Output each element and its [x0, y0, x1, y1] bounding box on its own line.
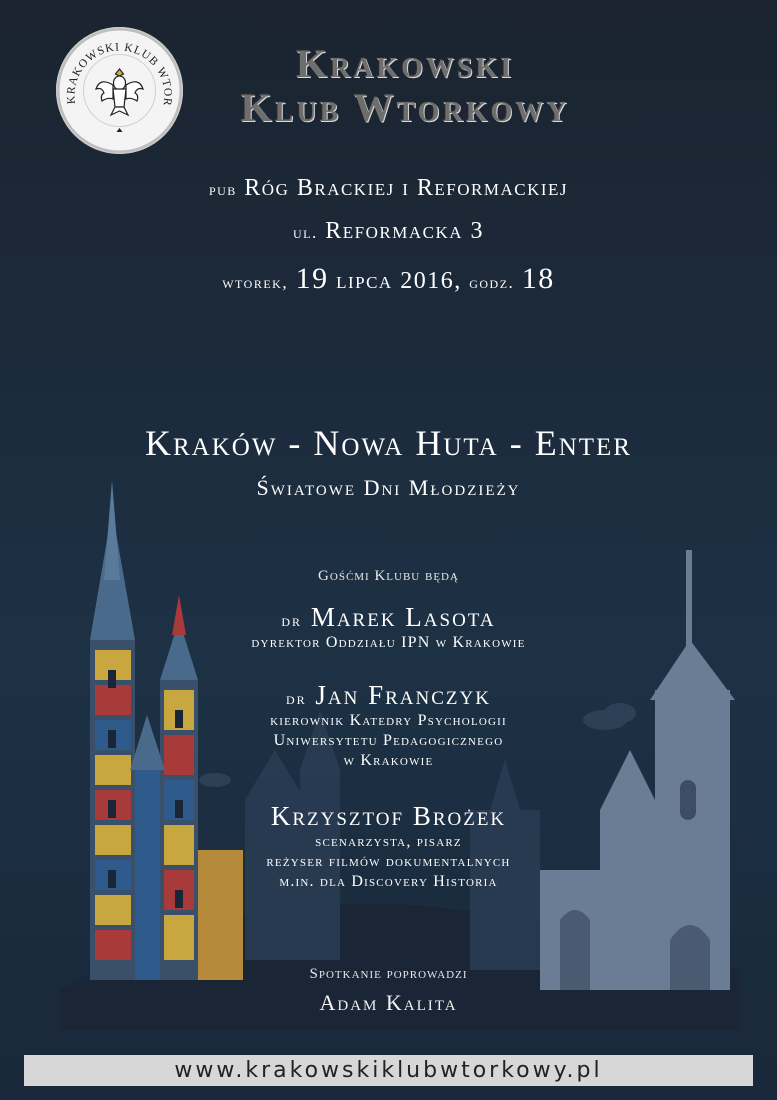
guest-2-role-line2: Uniwersytetu Pedagogicznego	[273, 732, 504, 749]
guest-2-name: Jan Franczyk	[315, 680, 491, 710]
event-subtitle: Światowe Dni Młodzieży	[256, 475, 521, 500]
venue-line	[0, 175, 777, 202]
moderator-label: Spotkanie poprowadzi	[309, 966, 468, 982]
time-prefix: godz.	[469, 273, 515, 292]
club-title-line1: Krakowski	[295, 41, 515, 86]
date-day: 19	[295, 262, 329, 295]
moderator-name: Adam Kalita	[319, 990, 458, 1015]
street-line	[0, 218, 777, 245]
guest-1	[0, 602, 777, 653]
guest-1-title: dr	[281, 611, 303, 630]
guest-1-role: dyrektor Oddziału IPN w Krakowie	[251, 634, 526, 651]
guest-2	[0, 680, 777, 771]
street-prefix: ul.	[293, 223, 318, 242]
logo-ring-text	[56, 27, 183, 154]
svg-text:KRAKOWSKI KLUB WTORKOWY: KRAKOWSKI KLUB WTOR	[65, 41, 174, 108]
club-title-line2: Klub Wtorkowy	[240, 85, 570, 130]
club-title	[195, 42, 615, 130]
guest-2-role-line1: kierownik Katedry Psychologii	[270, 712, 507, 729]
guest-3	[0, 801, 777, 892]
guest-1-name: Marek Lasota	[310, 602, 496, 632]
guest-3-role-line2: reżyser filmów dokumentalnych	[266, 853, 511, 870]
guest-3-role-line1: scenarzysta, pisarz	[315, 833, 462, 850]
guests-label: Gośćmi Klubu będą	[318, 568, 459, 584]
guest-2-role-line3: w Krakowie	[343, 752, 434, 769]
venue-prefix: pub	[208, 180, 237, 199]
time-hour: 18	[521, 262, 555, 295]
guest-2-title: dr	[286, 689, 307, 708]
event-title: Kraków - Nowa Huta - Enter	[145, 423, 632, 463]
date-month-year: lipca 2016,	[336, 268, 462, 294]
guest-3-name: Krzysztof Brożek	[270, 801, 507, 831]
street-name: Reformacka 3	[325, 218, 484, 244]
venue-name: Róg Brackiej i Reformackiej	[244, 175, 569, 201]
website-link[interactable]: www.krakowskiklubwtorkowy.pl	[174, 1058, 603, 1083]
date-line	[0, 262, 777, 296]
guest-3-role-line3: m.in. dla Discovery Historia	[279, 873, 498, 890]
date-weekday: wtorek,	[222, 273, 289, 292]
